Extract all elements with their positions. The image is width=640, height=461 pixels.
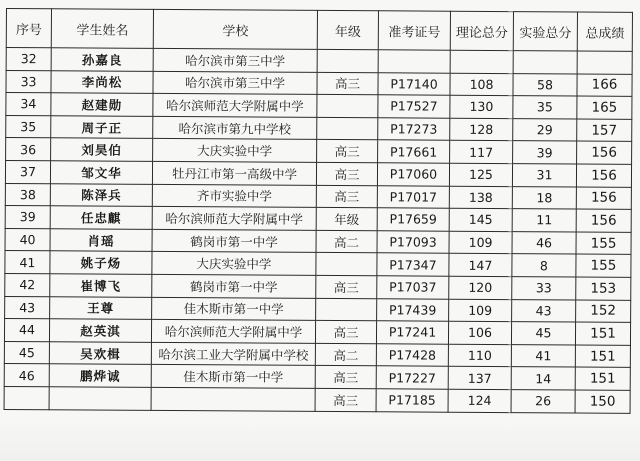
cell-exam-id (378, 50, 450, 73)
cell-total-score: 165 (577, 96, 632, 119)
cell-student-name: 吴欢楫 (49, 341, 151, 364)
cell-total-score: 155 (576, 254, 631, 277)
cell-index: 38 (5, 183, 50, 206)
cell-lab-score: 18 (512, 186, 576, 209)
cell-theory-score (450, 50, 513, 73)
col-header-grade: 年级 (317, 10, 378, 49)
cell-theory-score: 120 (449, 276, 512, 299)
cell-total-score: 155 (576, 232, 631, 255)
cell-lab-score: 41 (511, 344, 575, 367)
cell-grade: 高三 (316, 162, 377, 185)
cell-school: 哈尔滨市第九中学校 (153, 116, 317, 140)
cell-exam-id: P17527 (378, 95, 450, 118)
cell-student-name: 崔博飞 (50, 274, 152, 297)
cell-exam-id: P17347 (377, 253, 449, 276)
cell-theory-score: 137 (448, 367, 511, 390)
cell-school: 佳木斯市第一中学 (151, 365, 315, 389)
cell-school: 哈尔滨工业大学附属中学校 (151, 342, 315, 366)
cell-school: 哈尔滨市第三中学 (153, 48, 317, 72)
table-row (4, 386, 630, 412)
col-header-school: 学校 (153, 9, 317, 49)
table-body (4, 48, 632, 413)
cell-grade (317, 117, 378, 140)
cell-theory-score: 117 (450, 141, 513, 164)
cell-exam-id: P17659 (377, 208, 449, 231)
paper-edge-shadow (0, 421, 640, 461)
col-header-student-name: 学生姓名 (51, 9, 153, 49)
cell-grade: 高二 (316, 230, 377, 253)
cell-total-score: 150 (575, 390, 630, 413)
cell-total-score: 156 (576, 209, 631, 232)
cell-school: 鹤岗市第一中学 (152, 229, 316, 253)
cell-exam-id: P17140 (378, 72, 450, 95)
cell-exam-id: P17428 (376, 343, 448, 366)
cell-total-score: 151 (575, 345, 630, 368)
cell-lab-score: 33 (512, 277, 576, 300)
cell-exam-id: P17227 (376, 366, 448, 389)
cell-lab-score: 45 (511, 322, 575, 345)
cell-theory-score: 108 (450, 73, 513, 96)
cell-exam-id: P17273 (378, 118, 450, 141)
cell-index: 46 (4, 364, 49, 387)
cell-school: 鹤岗市第一中学 (152, 274, 316, 298)
cell-total-score: 157 (577, 119, 632, 142)
cell-theory-score: 138 (449, 186, 512, 209)
cell-theory-score: 147 (449, 254, 512, 277)
cell-school (151, 387, 315, 411)
cell-theory-score: 109 (449, 299, 512, 322)
cell-exam-id: P17037 (377, 276, 449, 299)
cell-index: 32 (6, 48, 51, 71)
cell-grade: 高三 (316, 275, 377, 298)
cell-student-name: 李尚松 (51, 70, 153, 93)
cell-theory-score: 106 (448, 321, 511, 344)
cell-index: 45 (4, 341, 49, 364)
cell-theory-score: 124 (448, 389, 511, 412)
cell-lab-score: 35 (513, 96, 577, 119)
cell-school: 哈尔滨市第三中学 (153, 71, 317, 95)
cell-student-name: 任忠麒 (50, 206, 152, 229)
cell-index: 37 (5, 160, 50, 183)
cell-theory-score: 109 (449, 231, 512, 254)
cell-lab-score: 29 (513, 118, 577, 141)
cell-student-name: 邹文华 (50, 161, 152, 184)
cell-index (4, 386, 49, 409)
cell-index: 34 (6, 93, 51, 116)
cell-student-name: 赵建勋 (51, 93, 153, 116)
cell-school: 佳木斯市第一中学 (152, 297, 316, 321)
cell-lab-score: 46 (512, 231, 576, 254)
cell-lab-score: 26 (511, 389, 575, 412)
col-header-index: 序号 (6, 9, 51, 48)
cell-grade (317, 95, 378, 118)
cell-total-score: 156 (577, 141, 632, 164)
cell-lab-score: 14 (511, 367, 575, 390)
cell-total-score: 151 (575, 322, 630, 345)
cell-student-name: 肖瑶 (50, 229, 152, 252)
header-row (6, 9, 632, 52)
cell-index: 40 (5, 228, 50, 251)
col-header-total-score: 总成绩 (577, 12, 632, 51)
score-table (4, 8, 633, 413)
cell-school: 大庆实验中学 (152, 252, 316, 276)
cell-exam-id: P17661 (378, 140, 450, 163)
cell-grade: 高三 (315, 366, 376, 389)
cell-exam-id: P17017 (377, 185, 449, 208)
cell-theory-score: 110 (448, 344, 511, 367)
cell-total-score: 156 (576, 164, 631, 187)
cell-student-name: 鹏烨诚 (49, 364, 151, 387)
cell-student-name: 陈泽兵 (50, 183, 152, 206)
cell-total-score: 151 (575, 367, 630, 390)
cell-index: 41 (5, 251, 50, 274)
cell-index: 44 (4, 319, 49, 342)
cell-theory-score: 130 (450, 95, 513, 118)
cell-grade: 高三 (317, 72, 378, 95)
cell-total-score: 156 (576, 187, 631, 210)
cell-grade: 高三 (315, 321, 376, 344)
cell-grade (316, 298, 377, 321)
cell-grade (317, 49, 378, 72)
cell-lab-score: 43 (512, 299, 576, 322)
cell-total-score: 152 (576, 300, 631, 323)
cell-index: 36 (6, 138, 51, 161)
cell-theory-score: 125 (449, 163, 512, 186)
cell-total-score: 153 (576, 277, 631, 300)
cell-lab-score: 11 (512, 209, 576, 232)
cell-school: 齐市实验中学 (152, 184, 316, 208)
cell-school: 牡丹江市第一高级中学 (152, 161, 316, 185)
cell-exam-id: P17093 (377, 231, 449, 254)
cell-total-score (577, 51, 632, 74)
cell-exam-id: P17185 (376, 389, 448, 412)
cell-total-score: 166 (577, 74, 632, 97)
cell-grade: 高二 (315, 343, 376, 366)
cell-exam-id: P17439 (377, 298, 449, 321)
col-header-exam-id: 准考证号 (378, 11, 450, 50)
cell-index: 33 (6, 70, 51, 93)
cell-student-name: 姚子炀 (50, 251, 152, 274)
cell-school: 大庆实验中学 (153, 139, 317, 163)
cell-student-name (49, 387, 151, 410)
cell-lab-score: 8 (512, 254, 576, 277)
cell-exam-id: P17060 (377, 163, 449, 186)
cell-lab-score: 31 (512, 164, 576, 187)
cell-lab-score: 39 (513, 141, 577, 164)
cell-school: 哈尔滨师范大学附属中学 (153, 94, 317, 118)
cell-index: 35 (6, 115, 51, 138)
cell-student-name: 王尊 (50, 296, 152, 319)
cell-school: 哈尔滨师范大学附属中学 (152, 207, 316, 231)
cell-grade (316, 253, 377, 276)
cell-grade: 年级 (316, 208, 377, 231)
cell-lab-score: 58 (513, 73, 577, 96)
cell-index: 43 (5, 296, 50, 319)
cell-student-name: 刘昊伯 (51, 138, 153, 161)
cell-index: 39 (5, 206, 50, 229)
cell-index: 42 (5, 273, 50, 296)
cell-theory-score: 145 (449, 208, 512, 231)
cell-grade: 高三 (315, 388, 376, 411)
col-header-lab-score: 实验总分 (513, 12, 577, 51)
cell-grade: 高三 (317, 140, 378, 163)
cell-grade: 高三 (316, 185, 377, 208)
cell-exam-id: P17241 (376, 321, 448, 344)
cell-theory-score: 128 (450, 118, 513, 141)
col-header-theory-score: 理论总分 (450, 11, 513, 50)
cell-student-name: 赵英淇 (49, 319, 151, 342)
cell-student-name: 孙嘉良 (51, 48, 153, 71)
cell-lab-score (513, 51, 577, 74)
cell-school: 哈尔滨师范大学附属中学 (151, 320, 315, 344)
cell-student-name: 周子正 (51, 116, 153, 139)
